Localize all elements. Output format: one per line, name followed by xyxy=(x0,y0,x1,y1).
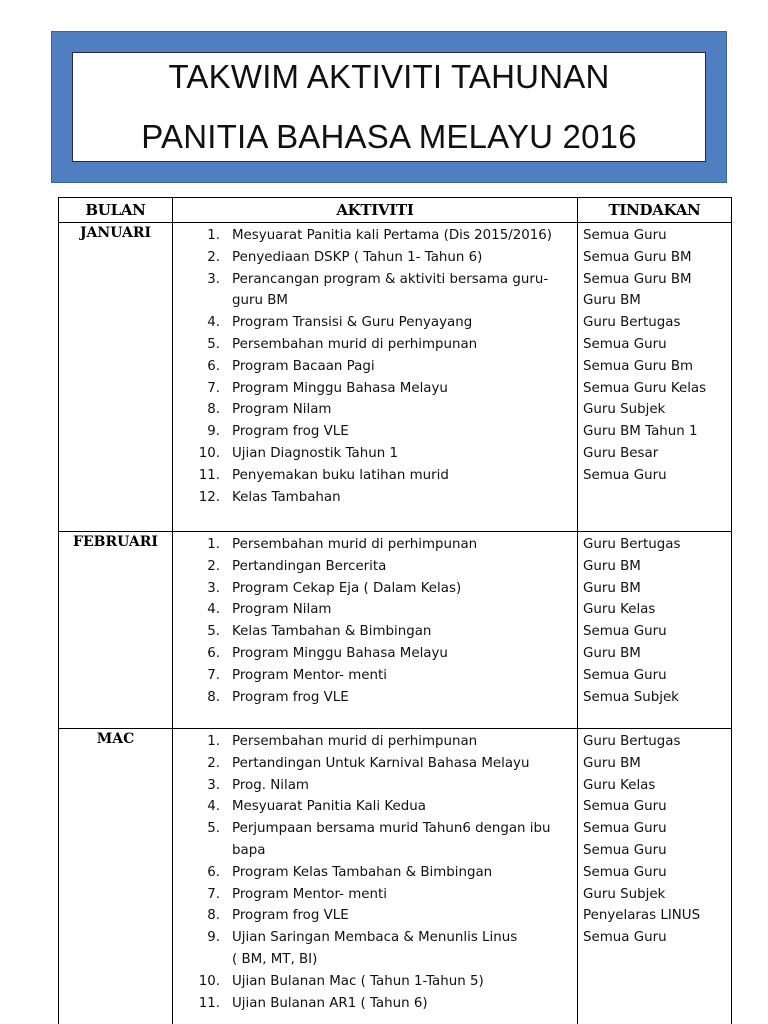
activity-number: 1. xyxy=(207,537,220,552)
activity-number: 12. xyxy=(198,489,220,505)
table-row xyxy=(59,729,732,1024)
activity-item xyxy=(173,534,577,556)
activity-item xyxy=(173,753,577,775)
activity-item xyxy=(173,840,577,862)
activity-number: 10. xyxy=(198,973,220,989)
title-line-2: PANITIA BAHASA MELAYU 2016 xyxy=(141,118,637,155)
activity-item xyxy=(173,796,577,818)
activity-text: Kelas Tambahan & Bimbingan xyxy=(232,624,432,640)
action-item: Penyelaras LINUS xyxy=(583,908,701,924)
activity-item xyxy=(173,643,577,665)
activity-text: Program Minggu Bahasa Melayu xyxy=(232,645,448,661)
activity-item xyxy=(173,949,577,971)
activity-text: Persembahan murid di perhimpunan xyxy=(232,734,478,749)
action-item: Semua Guru BM xyxy=(583,271,692,287)
activity-text: Program Transisi & Guru Penyayang xyxy=(232,315,473,331)
activity-number: 11. xyxy=(198,467,220,483)
activity-item xyxy=(173,731,577,753)
activity-number: 8. xyxy=(207,402,220,418)
title-banner xyxy=(51,31,727,183)
activity-text: Ujian Bulanan Mac ( Tahun 1-Tahun 5) xyxy=(232,973,484,989)
action-item: Guru BM xyxy=(583,645,641,661)
activity-item xyxy=(173,443,577,465)
activity-item xyxy=(173,312,577,334)
activity-number xyxy=(173,290,222,312)
activity-item xyxy=(173,775,577,797)
activity-number: 1. xyxy=(207,228,220,243)
action-item: Guru BM xyxy=(583,580,641,596)
activity-item xyxy=(173,621,577,643)
activity-item xyxy=(173,487,577,509)
activity-item xyxy=(173,556,577,578)
activity-text: Program Nilam xyxy=(232,602,332,618)
activity-number: 4. xyxy=(207,315,220,331)
action-item: Guru Bertugas xyxy=(583,537,681,552)
activity-item xyxy=(173,356,577,378)
activity-text: Program frog VLE xyxy=(232,908,349,924)
activity-item xyxy=(173,290,577,312)
activity-text: Program frog VLE xyxy=(232,689,349,705)
activity-text: Penyediaan DSKP ( Tahun 1- Tahun 6) xyxy=(232,249,483,265)
activity-text: Program Cekap Eja ( Dalam Kelas) xyxy=(232,580,462,596)
activity-list xyxy=(173,532,577,726)
actions-cell xyxy=(578,532,732,729)
activity-text: guru BM xyxy=(232,293,288,309)
action-list xyxy=(578,223,731,487)
activity-text: Perjumpaan bersama murid Tahun6 dengan ibu xyxy=(232,821,551,837)
activity-number: 8. xyxy=(207,908,220,924)
title-line-1: TAKWIM AKTIVITI TAHUNAN xyxy=(168,58,610,95)
action-item: Semua Guru xyxy=(583,799,667,815)
actions-cell xyxy=(578,729,732,1024)
action-item: Semua Guru xyxy=(583,467,667,483)
table-body xyxy=(59,223,732,1024)
action-item: Guru Kelas xyxy=(583,602,656,618)
activity-number: 9. xyxy=(207,424,220,440)
activity-text: Program Bacaan Pagi xyxy=(232,358,375,374)
activity-text: Ujian Diagnostik Tahun 1 xyxy=(232,445,398,461)
action-item: Guru Bertugas xyxy=(583,734,681,749)
action-item: Guru Kelas xyxy=(583,777,656,793)
activity-number: 7. xyxy=(207,667,220,683)
activity-text: Persembahan murid di perhimpunan xyxy=(232,537,478,552)
action-list xyxy=(578,532,731,708)
activity-number: 5. xyxy=(207,821,220,837)
activity-list xyxy=(173,223,577,526)
activity-number: 11. xyxy=(198,995,220,1011)
table-header-row xyxy=(59,198,732,223)
activity-item xyxy=(173,818,577,840)
action-item: Guru BM xyxy=(583,558,641,574)
activity-number: 3. xyxy=(207,580,220,596)
activity-number: 2. xyxy=(207,558,220,574)
activities-cell xyxy=(173,532,578,729)
month-cell: JANUARI xyxy=(59,223,173,532)
header-bulan: BULAN xyxy=(59,198,173,223)
activity-number: 4. xyxy=(207,799,220,815)
activities-cell xyxy=(173,729,578,1024)
action-item: Semua Guru Kelas xyxy=(583,380,707,396)
activity-item xyxy=(173,665,577,687)
activity-text: bapa xyxy=(232,842,266,858)
activity-number: 3. xyxy=(207,777,220,793)
activity-text: Prog. Nilam xyxy=(232,777,309,793)
activity-item xyxy=(173,927,577,949)
activity-number: 4. xyxy=(207,602,220,618)
activity-item xyxy=(173,599,577,621)
calendar-table xyxy=(58,197,732,1024)
activity-item xyxy=(173,334,577,356)
activity-text: Ujian Saringan Membaca & Menunlis Linus xyxy=(232,930,518,946)
activity-item xyxy=(173,862,577,884)
action-item: Semua Guru xyxy=(583,336,667,352)
activity-item xyxy=(173,884,577,906)
activity-item xyxy=(173,971,577,993)
activity-text: Mesyuarat Panitia kali Pertama (Dis 2015/2016) xyxy=(232,228,553,243)
activity-number: 5. xyxy=(207,336,220,352)
header-aktiviti: AKTIVITI xyxy=(173,198,578,223)
activity-number: 5. xyxy=(207,624,220,640)
action-item: Guru Besar xyxy=(583,445,659,461)
activity-item xyxy=(173,399,577,421)
activity-text: Pertandingan Untuk Karnival Bahasa Melayu xyxy=(232,755,530,771)
activity-item xyxy=(173,465,577,487)
action-item: Guru BM xyxy=(583,755,641,771)
action-item: Guru BM Tahun 1 xyxy=(583,424,698,440)
action-item: Guru BM xyxy=(583,293,641,309)
action-item: Semua Guru xyxy=(583,228,667,243)
activity-number: 9. xyxy=(207,930,220,946)
action-item: Semua Subjek xyxy=(583,689,679,705)
activity-item xyxy=(173,378,577,400)
action-item: Guru Bertugas xyxy=(583,315,681,331)
activity-number: 1. xyxy=(207,734,220,749)
title-box xyxy=(72,52,706,162)
activity-item xyxy=(173,578,577,600)
activity-item xyxy=(173,225,577,247)
activity-text: Program Nilam xyxy=(232,402,332,418)
month-cell: MAC xyxy=(59,729,173,1024)
activity-number: 7. xyxy=(207,380,220,396)
activity-number: 10. xyxy=(198,445,220,461)
activities-cell xyxy=(173,223,578,532)
action-item: Semua Guru Bm xyxy=(583,358,694,374)
action-item: Semua Guru BM xyxy=(583,249,692,265)
activity-number: 8. xyxy=(207,689,220,705)
action-item: Semua Guru xyxy=(583,667,667,683)
activity-number: 2. xyxy=(207,755,220,771)
action-item: Guru Subjek xyxy=(583,886,666,902)
activity-item xyxy=(173,247,577,269)
month-cell: FEBRUARI xyxy=(59,532,173,729)
activity-text: Program Mentor- menti xyxy=(232,667,387,683)
activity-number: 3. xyxy=(207,271,220,287)
action-item: Semua Guru xyxy=(583,842,667,858)
activity-list xyxy=(173,729,577,1024)
activity-text: Persembahan murid di perhimpunan xyxy=(232,336,478,352)
activity-number xyxy=(173,840,222,862)
activity-text: Program Mentor- menti xyxy=(232,886,387,902)
activity-text: Mesyuarat Panitia Kali Kedua xyxy=(232,799,426,815)
activity-number: 7. xyxy=(207,886,220,902)
action-item: Guru Subjek xyxy=(583,402,666,418)
activity-number: 6. xyxy=(207,358,220,374)
activity-text: Ujian Bulanan AR1 ( Tahun 6) xyxy=(232,995,428,1011)
activity-item xyxy=(173,269,577,291)
action-item: Semua Guru xyxy=(583,624,667,640)
activity-number: 6. xyxy=(207,645,220,661)
activity-text: Penyemakan buku latihan murid xyxy=(232,467,449,483)
action-list xyxy=(578,729,731,949)
activity-text: ( BM, MT, BI) xyxy=(232,951,318,967)
activity-text: Kelas Tambahan xyxy=(232,489,341,505)
activity-item xyxy=(173,993,577,1015)
action-item: Semua Guru xyxy=(583,930,667,946)
activity-text: Program frog VLE xyxy=(232,424,349,440)
actions-cell xyxy=(578,223,732,532)
activity-number: 6. xyxy=(207,864,220,880)
activity-item xyxy=(173,905,577,927)
activity-item xyxy=(173,687,577,709)
activity-number xyxy=(173,949,222,971)
table-row xyxy=(59,223,732,532)
activity-text: Program Kelas Tambahan & Bimbingan xyxy=(232,864,493,880)
activity-text: Program Minggu Bahasa Melayu xyxy=(232,380,448,396)
activity-item xyxy=(173,421,577,443)
activity-text: Perancangan program & aktiviti bersama guru- xyxy=(232,271,549,287)
table-row xyxy=(59,532,732,729)
activity-text: Pertandingan Bercerita xyxy=(232,558,387,574)
action-item: Semua Guru xyxy=(583,864,667,880)
header-tindakan: TINDAKAN xyxy=(578,198,732,223)
activity-number: 2. xyxy=(207,249,220,265)
action-item: Semua Guru xyxy=(583,821,667,837)
